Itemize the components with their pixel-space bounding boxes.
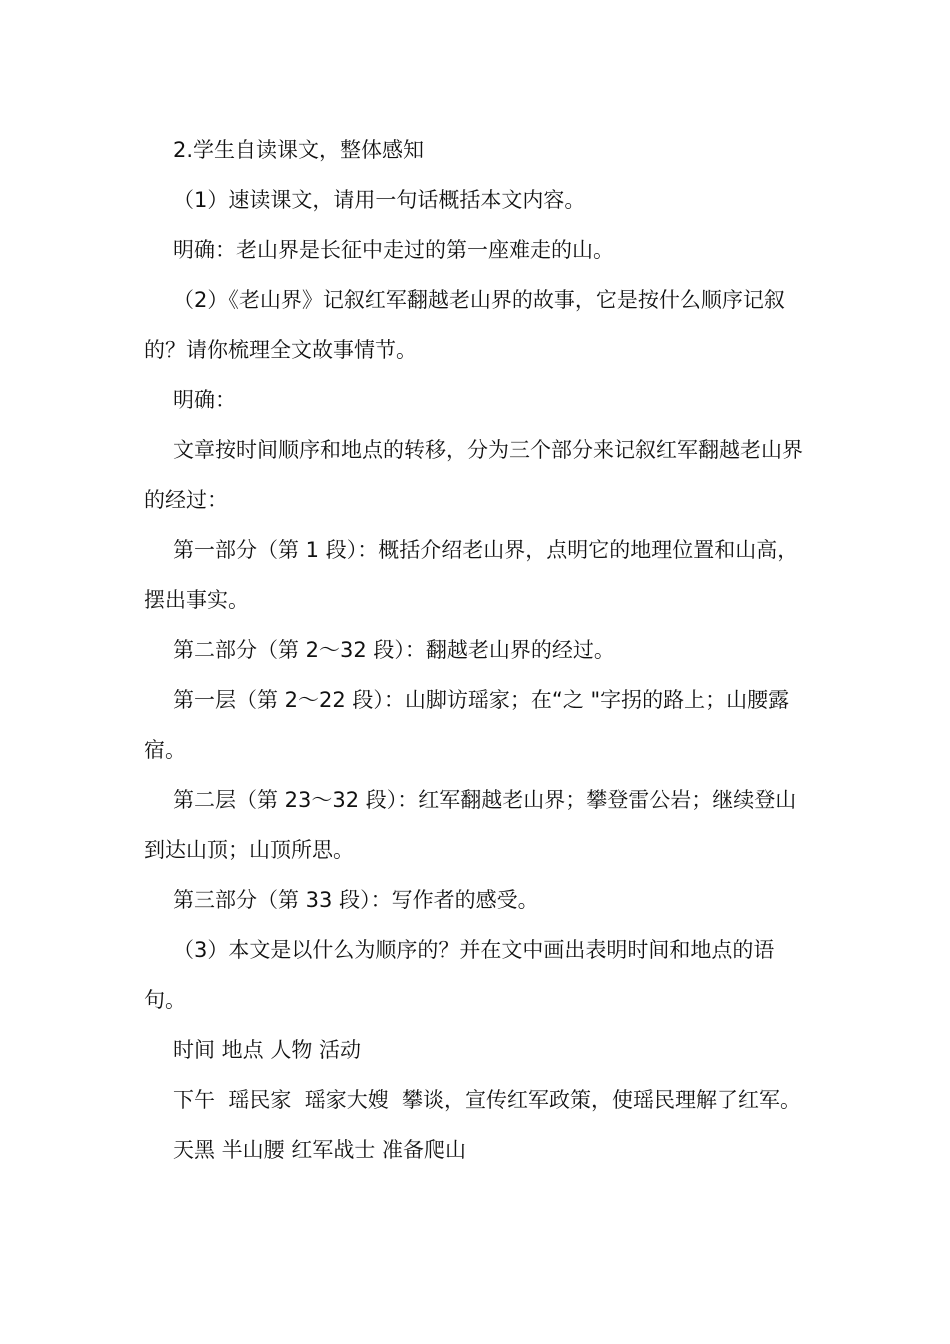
table-row-afternoon: 下午 瑶民家 瑶家大嫂 攀谈，宣传红军政策，使瑶民理解了红军。: [173, 1088, 802, 1112]
document-body: [144, 125, 808, 1175]
table-row-nightfall: 天黑 半山腰 红军战士 准备爬山: [173, 1138, 467, 1162]
answer-2-label: 明确：: [173, 388, 236, 412]
part-two-layer-two: 第二层（第 23～32 段）：红军翻越老山界；攀登雷公岩；继续登山到达山顶；山顶所思。: [144, 788, 797, 862]
table-header-line: 时间 地点 人物 活动: [173, 1038, 362, 1062]
part-three: 第三部分（第 33 段）：写作者的感受。: [173, 888, 539, 912]
question-3: （3）本文是以什么为顺序的？并在文中画出表明时间和地点的语句。: [144, 938, 775, 1012]
answer-1: 明确：老山界是长征中走过的第一座难走的山。: [173, 238, 614, 262]
part-one: 第一部分（第 1 段）：概括介绍老山界，点明它的地理位置和山高，摆出事实。: [144, 538, 799, 612]
question-1: （1）速读课文，请用一句话概括本文内容。: [173, 188, 586, 212]
part-two-layer-one: 第一层（第 2～22 段）：山脚访瑶家；在“之 "字拐的路上；山腰露宿。: [144, 688, 790, 762]
part-two: 第二部分（第 2～32 段）：翻越老山界的经过。: [173, 638, 615, 662]
section-heading: 2.学生自读课文，整体感知: [173, 138, 425, 162]
question-2: （2）《老山界》记叙红军翻越老山界的故事，它是按什么顺序记叙的？请你梳理全文故事情节。: [144, 288, 785, 362]
answer-2-summary: 文章按时间顺序和地点的转移，分为三个部分来记叙红军翻越老山界的经过：: [144, 438, 803, 512]
